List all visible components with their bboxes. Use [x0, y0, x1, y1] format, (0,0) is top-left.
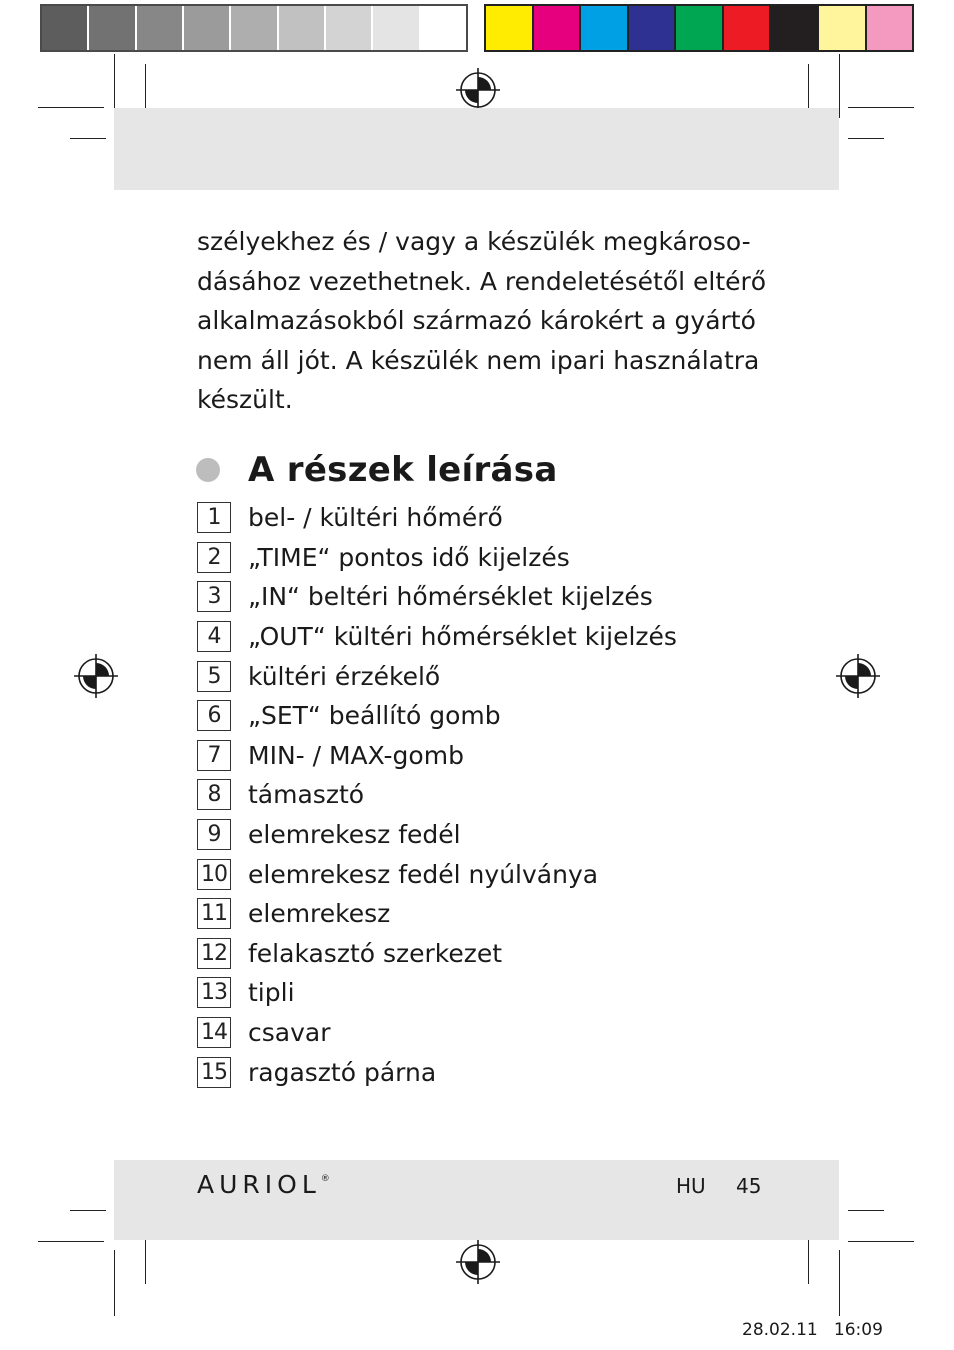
intro-line: nem áll jót. A készülék nem ipari használatra	[197, 345, 760, 375]
registration-mark-icon	[456, 68, 500, 112]
print-timestamp	[742, 1320, 883, 1340]
registration-mark-icon	[74, 654, 118, 698]
list-item	[197, 656, 817, 696]
color-swatch	[42, 6, 89, 50]
part-label: elemrekesz fedél nyúlványa	[248, 859, 599, 889]
bullet-dot-icon	[196, 458, 220, 482]
color-swatch	[184, 6, 231, 50]
color-swatch	[326, 6, 373, 50]
color-swatch	[137, 6, 184, 50]
list-item	[197, 1013, 817, 1053]
crop-mark	[848, 1241, 914, 1242]
color-swatch	[534, 6, 582, 50]
part-number: 4	[197, 621, 231, 652]
part-label: ragasztó párna	[248, 1057, 437, 1087]
color-swatch	[771, 6, 819, 50]
crop-mark	[839, 1250, 840, 1316]
part-number: 9	[197, 819, 231, 850]
list-item	[197, 538, 817, 578]
language-code: HU	[676, 1174, 706, 1198]
intro-line: dásához vezethetnek. A rendeletésétől eltérő	[197, 266, 767, 296]
registration-mark-icon	[836, 654, 880, 698]
color-swatch	[819, 6, 867, 50]
color-swatch	[867, 6, 913, 50]
part-label: bel- / kültéri hőmérő	[248, 503, 503, 533]
part-number: 3	[197, 581, 231, 612]
color-swatch	[676, 6, 724, 50]
crop-mark	[848, 107, 914, 108]
list-item	[197, 775, 817, 815]
list-item	[197, 736, 817, 776]
crop-mark	[38, 107, 104, 108]
crop-mark	[70, 1210, 106, 1211]
color-swatch	[89, 6, 136, 50]
crop-mark	[70, 138, 106, 139]
part-number: 12	[197, 938, 231, 969]
part-number: 7	[197, 740, 231, 771]
part-number: 10	[197, 859, 231, 890]
part-label: „OUT“ kültéri hőmérséklet kijelzés	[248, 622, 677, 652]
header-band	[114, 108, 839, 190]
crop-mark	[848, 1210, 884, 1211]
grayscale-color-bar	[40, 4, 468, 52]
list-item	[197, 617, 817, 657]
crop-mark	[848, 138, 884, 139]
part-label: „TIME“ pontos idő kijelzés	[248, 542, 570, 572]
crop-mark	[839, 54, 840, 118]
part-label: „SET“ beállító gomb	[248, 701, 501, 731]
part-label: csavar	[248, 1018, 331, 1048]
color-swatch	[581, 6, 629, 50]
list-item	[197, 934, 817, 974]
list-item	[197, 498, 817, 538]
part-number: 13	[197, 977, 231, 1008]
intro-paragraph	[197, 222, 817, 420]
part-number: 1	[197, 502, 231, 533]
color-swatch	[486, 6, 534, 50]
part-number: 15	[197, 1057, 231, 1088]
intro-line: szélyekhez és / vagy a készülék megkároso-	[197, 227, 751, 256]
registration-mark-icon	[456, 1240, 500, 1284]
part-number: 14	[197, 1017, 231, 1048]
part-label: támasztó	[248, 780, 365, 810]
part-number: 5	[197, 661, 231, 692]
list-item	[197, 696, 817, 736]
part-number: 6	[197, 700, 231, 731]
process-color-bar	[484, 4, 914, 52]
crop-mark	[38, 1241, 104, 1242]
part-label: „IN“ beltéri hőmérséklet kijelzés	[248, 582, 653, 612]
registered-mark: ®	[320, 1174, 330, 1184]
part-label: tipli	[248, 978, 295, 1008]
part-number: 11	[197, 898, 231, 929]
color-swatch	[629, 6, 677, 50]
color-swatch	[421, 6, 466, 50]
list-item	[197, 854, 817, 894]
color-swatch	[724, 6, 772, 50]
part-label: felakasztó szerkezet	[248, 938, 503, 968]
part-label: elemrekesz fedél	[248, 820, 461, 850]
section-title: A részek leírása	[248, 450, 558, 490]
part-label: MIN- / MAX-gomb	[248, 740, 464, 770]
part-label: kültéri érzékelő	[248, 661, 441, 691]
color-swatch	[231, 6, 278, 50]
brand-logo	[197, 1170, 330, 1199]
list-item	[197, 973, 817, 1013]
page-number: 45	[736, 1174, 762, 1198]
intro-line: készült.	[197, 385, 293, 415]
print-date: 28.02.11	[742, 1320, 818, 1340]
crop-mark	[114, 1250, 115, 1316]
color-swatch	[279, 6, 326, 50]
list-item	[197, 815, 817, 855]
list-item	[197, 894, 817, 934]
section-heading	[196, 450, 558, 490]
color-swatch	[373, 6, 420, 50]
part-label: elemrekesz	[248, 899, 391, 929]
list-item	[197, 577, 817, 617]
part-number: 2	[197, 542, 231, 573]
parts-list	[197, 498, 817, 1092]
part-number: 8	[197, 779, 231, 810]
brand-name: AURIOL	[197, 1170, 321, 1199]
list-item	[197, 1052, 817, 1092]
print-time: 16:09	[833, 1320, 883, 1340]
intro-line: alkalmazásokból származó károkért a gyártó	[197, 306, 756, 336]
